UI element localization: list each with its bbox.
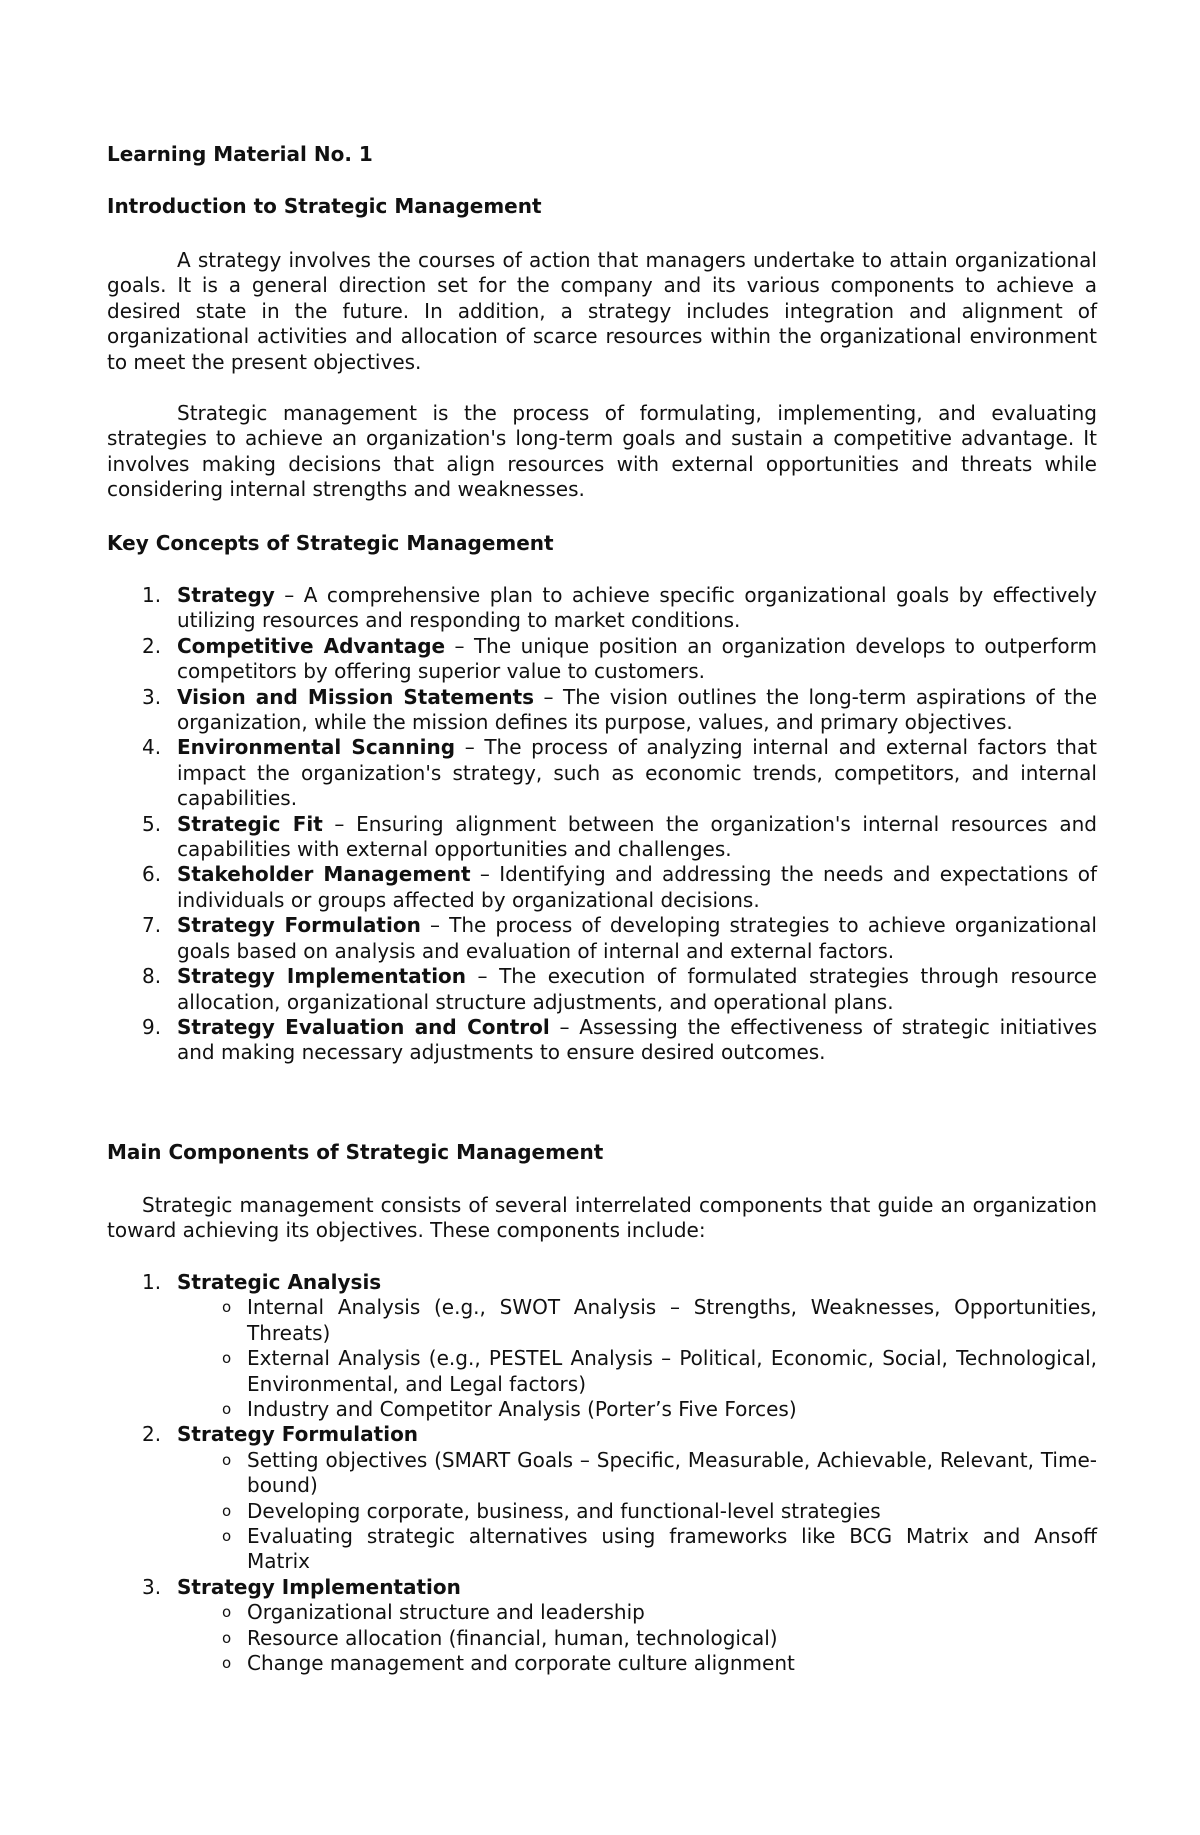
concept-description: – The vision outlines the long-term aspirations of the organization, while the mission defines its purpose, values, and primary objectives. — [177, 684, 1097, 735]
list-item — [107, 583, 1097, 634]
concept-term: Strategy Implementation — [177, 964, 467, 989]
list-item — [107, 913, 1097, 964]
sub-list-item — [177, 1499, 1097, 1524]
bullet-icon: o — [222, 1450, 232, 1469]
components-intro: Strategic management consists of several interrelated components that guide an organization toward achieving its objectives. These components include: — [107, 1193, 1097, 1243]
bullet-icon: o — [222, 1603, 232, 1622]
concept-description: – Identifying and addressing the needs and expectations of individuals or groups affected by organizational decisions. — [177, 862, 1098, 912]
sub-item-text: Setting objectives (SMART Goals – Specific, Measurable, Achievable, Relevant, Time-bound) — [247, 1447, 1097, 1498]
concept-term: Strategic Fit — [177, 811, 323, 836]
sub-item-text: External Analysis (e.g., PESTEL Analysis – Political, Economic, Social, Technological, Environmental, and Legal factors) — [247, 1346, 1097, 1396]
list-item — [107, 964, 1097, 1015]
concept-description: – The execution of formulated strategies through resource allocation, organizational structure adjustments, and operational plans. — [177, 964, 1097, 1014]
component-title: Strategic Analysis — [177, 1270, 382, 1294]
concept-description: – The process of developing strategies to achieve organizational goals based on analysis and evaluation of internal and external factors. — [177, 913, 1097, 963]
bullet-icon: o — [222, 1400, 232, 1419]
sub-item-text: Resource allocation (financial, human, technological) — [247, 1625, 778, 1650]
list-number: 5. — [142, 811, 162, 836]
concept-term: Environmental Scanning — [177, 735, 456, 760]
concept-term: Strategy Formulation — [177, 913, 421, 938]
list-item — [107, 735, 1097, 811]
list-number: 2. — [142, 1422, 162, 1447]
concept-term: Competitive Advantage — [177, 633, 446, 658]
list-number: 4. — [142, 735, 162, 760]
concept-term: Strategy — [177, 583, 275, 607]
list-item — [107, 1575, 1097, 1677]
document-title: Learning Material No. 1 — [107, 142, 373, 166]
concept-term: Strategy Evaluation and Control — [177, 1014, 550, 1039]
concept-description: – Assessing the effectiveness of strategic initiatives and making necessary adjustments to ensure desired outcomes. — [177, 1014, 1097, 1065]
bullet-icon: o — [222, 1527, 232, 1546]
list-number: 6. — [142, 862, 162, 887]
sub-list-item — [177, 1524, 1097, 1575]
list-item — [107, 634, 1097, 685]
sub-list — [177, 1600, 1097, 1676]
concept-term: Vision and Mission Statements — [177, 684, 535, 709]
concept-description: – The process of analyzing internal and external factors that impact the organization's strategy, such as economic trends, competitors, and internal capabilities. — [177, 735, 1098, 811]
sub-item-text: Evaluating strategic alternatives using frameworks like BCG Matrix and Ansoff Matrix — [247, 1524, 1097, 1574]
concept-description: – A comprehensive plan to achieve specific organizational goals by effectively utilizing resources and responding to market conditions. — [177, 583, 1097, 633]
concept-description: – The unique position an organization develops to outperform competitors by offering superior value to customers. — [177, 633, 1097, 684]
sub-list-item — [177, 1295, 1097, 1346]
list-number: 9. — [142, 1014, 162, 1039]
bullet-icon: o — [222, 1654, 232, 1673]
list-number: 1. — [142, 1270, 162, 1294]
sub-item-text: Industry and Competitor Analysis (Porter’s Five Forces) — [247, 1397, 797, 1422]
sub-item-text: Change management and corporate culture alignment — [247, 1651, 795, 1676]
sub-item-text: Developing corporate, business, and functional-level strategies — [247, 1498, 881, 1523]
sub-list-item — [177, 1600, 1097, 1625]
list-number: 8. — [142, 964, 162, 989]
components-list — [107, 1270, 1097, 1677]
concept-description: – Ensuring alignment between the organization's internal resources and capabilities with external opportunities and challenges. — [177, 811, 1097, 862]
sub-item-text: Internal Analysis (e.g., SWOT Analysis – Strengths, Weaknesses, Opportunities, Threats) — [247, 1295, 1097, 1345]
concept-term: Stakeholder Management — [177, 862, 471, 887]
list-number: 2. — [142, 633, 162, 658]
bullet-icon: o — [222, 1298, 232, 1317]
list-number: 3. — [142, 684, 162, 709]
list-item — [107, 1422, 1097, 1574]
list-item — [107, 1015, 1097, 1066]
key-concepts-heading: Key Concepts of Strategic Management — [107, 531, 554, 555]
sub-list-item — [177, 1448, 1097, 1499]
sub-list-item — [177, 1626, 1097, 1651]
sub-list — [177, 1448, 1097, 1575]
key-concepts-list — [107, 583, 1097, 1066]
intro-heading: Introduction to Strategic Management — [107, 194, 542, 218]
intro-paragraph-1: A strategy involves the courses of action that managers undertake to attain organizational goals. It is a general direction set for the company and its various components to achieve a desired state in the future. In addition, a strategy includes integration and alignment of organizational activities and allocation of scarce resources within the organizational environment to meet the present objectives. — [107, 248, 1097, 374]
list-item — [107, 862, 1097, 913]
components-heading: Main Components of Strategic Management — [107, 1140, 604, 1164]
list-item — [107, 812, 1097, 863]
component-title: Strategy Formulation — [177, 1422, 419, 1447]
sub-list-item — [177, 1346, 1097, 1397]
sub-item-text: Organizational structure and leadership — [247, 1600, 645, 1625]
bullet-icon: o — [222, 1501, 232, 1520]
sub-list-item — [177, 1397, 1097, 1422]
sub-list — [177, 1295, 1097, 1422]
list-number: 7. — [142, 913, 162, 938]
sub-list-item — [177, 1651, 1097, 1676]
list-number: 3. — [142, 1574, 162, 1599]
component-title: Strategy Implementation — [177, 1574, 461, 1599]
bullet-icon: o — [222, 1628, 232, 1647]
list-item — [107, 1270, 1097, 1422]
list-item — [107, 685, 1097, 736]
bullet-icon: o — [222, 1349, 232, 1368]
list-number: 1. — [142, 583, 162, 607]
intro-paragraph-2: Strategic management is the process of formulating, implementing, and evaluating strategies to achieve an organization's long-term goals and sustain a competitive advantage. It involves making decisions that align resources with external opportunities and threats while considering internal strengths and weaknesses. — [107, 401, 1097, 502]
